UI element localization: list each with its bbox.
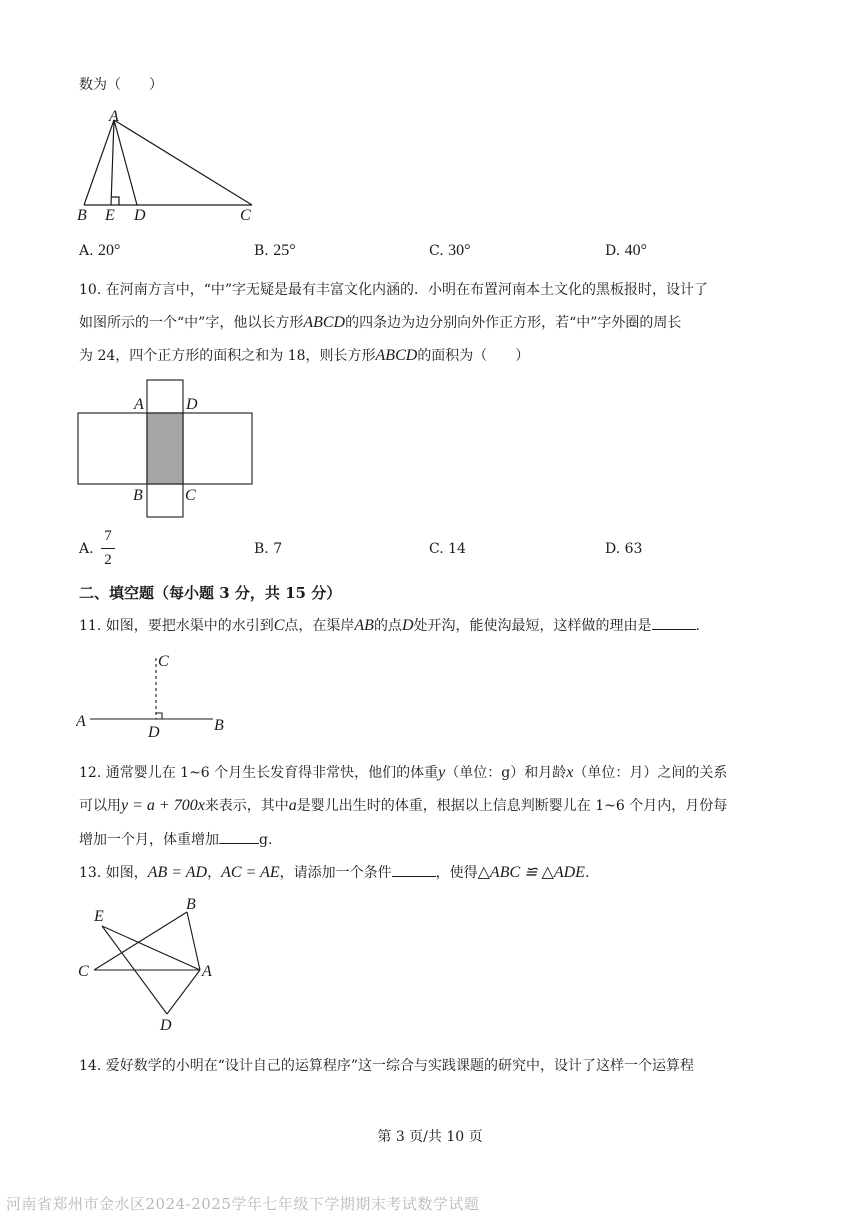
q11-canal-figure bbox=[76, 650, 246, 742]
q10-option-a: A. bbox=[79, 541, 94, 557]
q11-label-a: A bbox=[76, 713, 86, 730]
q10-label-d: D bbox=[186, 396, 198, 413]
q10-line-1: 10. 在河南方言中，“中”字无疑是最有丰富文化内涵的．小明在布置河南本土文化的黑板报时，设计了 bbox=[79, 282, 709, 298]
q13-answer-blank[interactable] bbox=[392, 862, 436, 877]
q12-formula: y = a + 700x bbox=[121, 797, 205, 814]
q10-option-b: B. 7 bbox=[254, 541, 283, 557]
q10-zhong-figure bbox=[76, 378, 266, 523]
q12-line-1: 12. 通常婴儿在 1~6 个月生长发育得非常快，他们的体重y（单位：g）和月龄x（单位：月）之间的关系 bbox=[79, 764, 728, 781]
q10-label-c: C bbox=[185, 487, 196, 504]
q12-line-2: 可以用y = a + 700x来表示，其中a是婴儿出生时的体重，根据以上信息判断婴儿在 1~6 个月内，月份每 bbox=[79, 797, 728, 814]
q10-option-d: D. 63 bbox=[605, 541, 643, 557]
q10-line-2: 如图所示的一个“中”字，他以长方形ABCD的四条边为边分别向外作正方形，若“中”字外圈的周长 bbox=[79, 314, 682, 331]
watermark-text: 河南省郑州市金水区2024-2025学年七年级下学期期末考试数学试题 bbox=[6, 1195, 480, 1213]
q9-label-c: C bbox=[240, 207, 251, 224]
q10-shaded-rectangle bbox=[148, 414, 183, 484]
q13-label-c: C bbox=[78, 963, 89, 980]
q13-label-d: D bbox=[160, 1017, 172, 1034]
q13-label-a: A bbox=[202, 963, 212, 980]
q11-answer-blank[interactable] bbox=[652, 615, 696, 630]
page-footer: 第 3 页/共 10 页 bbox=[377, 1129, 483, 1145]
q9-label-d: D bbox=[134, 207, 146, 224]
q11-label-b: B bbox=[214, 717, 224, 734]
q13-label-b: B bbox=[186, 896, 196, 913]
q10-fraction-bar bbox=[101, 548, 115, 549]
q13-line: 13. 如图，AB = AD，AC = AE，请添加一个条件 ，使得△ABC ≌ △ADE. bbox=[79, 864, 590, 881]
q12-line-3: 增加一个月，体重增加 g. bbox=[79, 829, 272, 849]
q9-tail-text: 数为（ ） bbox=[79, 77, 163, 93]
q9-label-b: B bbox=[77, 207, 87, 224]
q9-option-d: D. 40° bbox=[605, 242, 648, 259]
q9-label-a: A bbox=[109, 108, 119, 125]
q9-option-a: A. 20° bbox=[79, 242, 121, 259]
q9-label-e: E bbox=[105, 207, 115, 224]
q10-line-3: 为 24，四个正方形的面积之和为 18，则长方形ABCD的面积为（ ） bbox=[79, 347, 530, 364]
q13-congruence: △ABC ≌ △ADE bbox=[477, 864, 585, 881]
q13-label-e: E bbox=[94, 908, 104, 925]
section-fill-in-title: 二、填空题（每小题 3 分，共 15 分） bbox=[79, 584, 342, 602]
q9-option-c: C. 30° bbox=[429, 242, 471, 259]
q9-triangle-figure bbox=[74, 108, 274, 228]
q10-option-a-numerator: 7 bbox=[104, 528, 112, 544]
q10-label-a: A bbox=[134, 396, 144, 413]
q11-label-c: C bbox=[158, 653, 169, 670]
q9-option-b: B. 25° bbox=[254, 242, 296, 259]
q11-line: 11. 如图，要把水渠中的水引到C点，在渠岸AB的点D处开沟，能使沟最短，这样做的理由是 . bbox=[79, 617, 700, 634]
q10-label-b: B bbox=[133, 487, 143, 504]
q13-triangles-figure bbox=[72, 894, 232, 1039]
q10-option-c: C. 14 bbox=[429, 541, 466, 557]
q14-line-1: 14. 爱好数学的小明在“设计自己的运算程序”这一综合与实践课题的研究中，设计了这样一个运算程 bbox=[79, 1058, 695, 1074]
q12-answer-blank[interactable] bbox=[219, 829, 259, 844]
q10-option-a-denominator: 2 bbox=[104, 552, 112, 568]
q11-label-d: D bbox=[148, 724, 160, 741]
